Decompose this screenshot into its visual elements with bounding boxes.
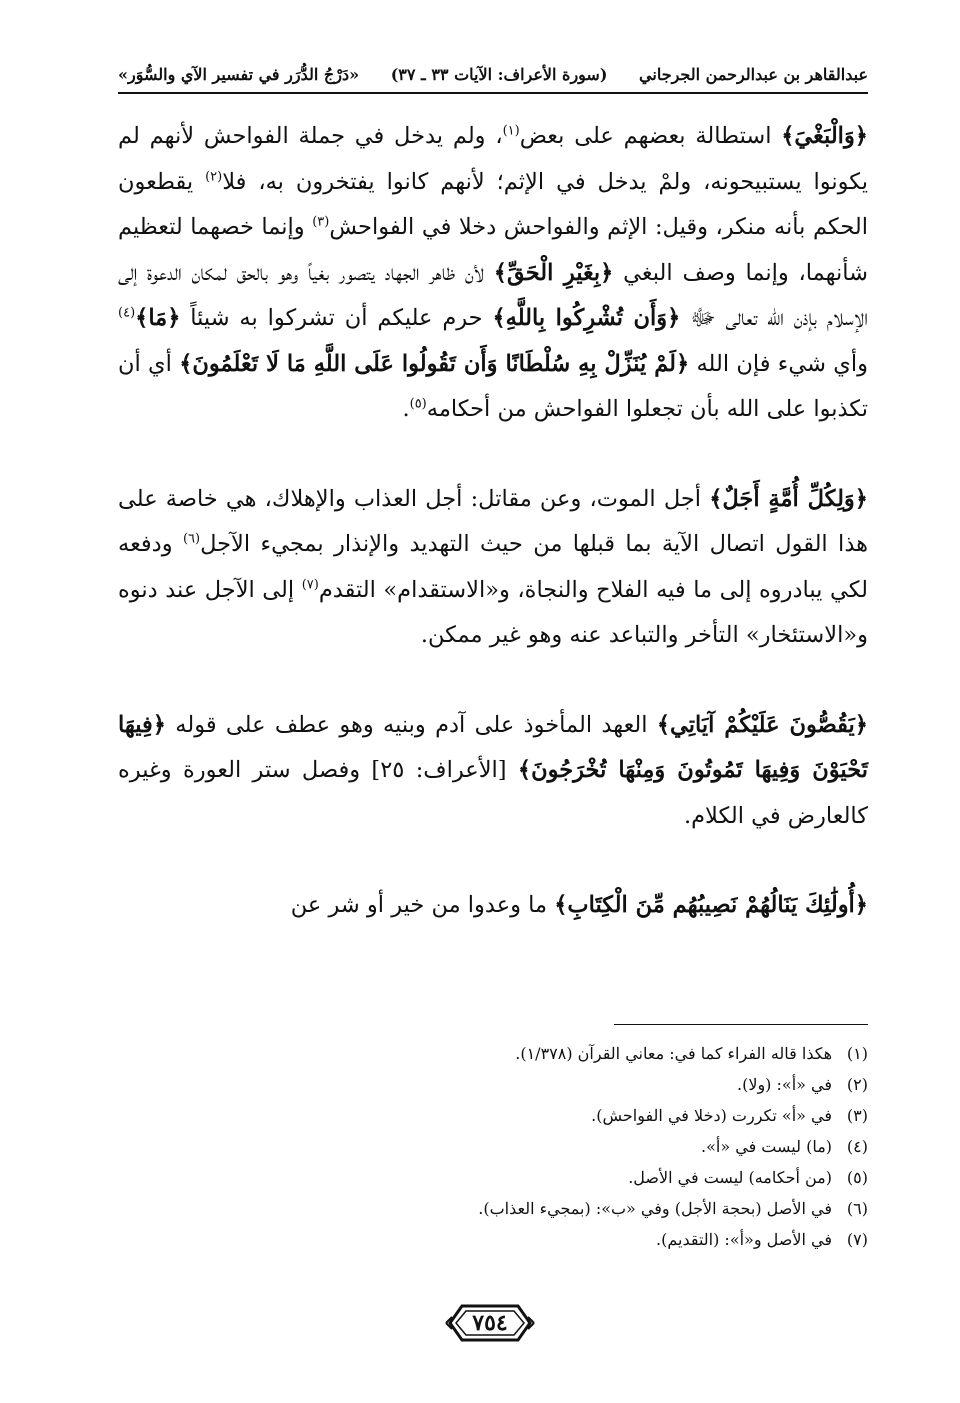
header-section: (سورة الأعراف: الآيات ٣٣ ـ ٣٧) xyxy=(390,64,608,84)
quran-verse: ﴿يَقُصُّونَ عَلَيْكُمْ آيَاتِي﴾ xyxy=(656,711,868,738)
footnote xyxy=(340,1131,868,1162)
header-rule xyxy=(118,92,868,94)
footnote-ref: (٧) xyxy=(301,577,319,592)
page-number-ornament xyxy=(444,1300,536,1346)
paragraph-gap xyxy=(118,839,868,883)
paragraph xyxy=(118,114,868,433)
footnote-text: في الأصل (بحجة الأجل) وفي «ب»: (بمجيء العذاب). xyxy=(478,1199,832,1218)
paragraph xyxy=(118,477,868,659)
footnote-ref: (٣) xyxy=(312,214,330,230)
commentary-text: أجل الموت، وعن مقاتل: أجل العذاب والإهلاك، هي خاصة على هذا القول اتصال الآية بما قبلها من حيث التهديد والإنذار بمجيء الآجل xyxy=(118,485,868,557)
footnote-ref: (٢) xyxy=(205,169,223,184)
footnote-number: (٧) xyxy=(846,1230,868,1249)
quran-verse: ﴿أُولَٰئِكَ يَنَالُهُمْ نَصِيبُهُم مِّنَ الْكِتَابِ﴾ xyxy=(554,892,868,918)
footnote-number: (١) xyxy=(846,1044,868,1063)
footnote-number: (٦) xyxy=(846,1199,868,1218)
footnote-text: في «أ» تكررت (دخلا في الفواحش). xyxy=(591,1106,832,1125)
commentary-text: وأي شيء فإن الله xyxy=(689,350,868,377)
commentary-text: استطالة بعضهم على بعض xyxy=(519,123,782,149)
footnote-ref: (١) xyxy=(502,123,520,139)
quran-verse: ﴿لَمْ يُنَزِّلْ بِهِ سُلْطَانًا وَأَن تَقُولُوا عَلَى اللَّهِ مَا لَا تَعْلَمُونَ﴾ xyxy=(179,350,690,377)
commentary-text: ودفعه لكي يبادروه إلى ما فيه الفلاح والنجاة، و«الاستقدام» التقدم xyxy=(118,531,868,603)
quran-verse: ﴿وَالْبَغْيَ﴾ xyxy=(781,123,868,149)
footnote-text: في الأصل و«أ»: (التقديم). xyxy=(656,1230,832,1249)
footnote-ref: (٥) xyxy=(409,396,427,412)
footnote-separator xyxy=(614,1024,868,1025)
header-author: عبدالقاهر بن عبدالرحمن الجرجاني xyxy=(639,64,868,84)
paragraph-gap xyxy=(118,433,868,477)
footnote-number: (٣) xyxy=(846,1106,868,1125)
footnotes xyxy=(340,1038,868,1255)
footnote xyxy=(340,1100,868,1131)
footnote-number: (٤) xyxy=(846,1137,868,1156)
quran-verse: ﴿وَلِكُلِّ أُمَّةٍ أَجَلٌ﴾ xyxy=(709,485,868,512)
main-text xyxy=(118,114,868,929)
footnote-text: هكذا قاله الفراء كما في: معاني القرآن (١/٣٧٨). xyxy=(515,1044,832,1063)
commentary-text: ما وعدوا من خير أو شر عن xyxy=(290,892,555,918)
quran-verse: ﴿مَا﴾ xyxy=(135,305,181,331)
footnote xyxy=(340,1224,868,1255)
quran-verse: ﴿فِيهَا تَحْيَوْنَ وَفِيهَا تَمُوتُونَ وَمِنْهَا تُخْرَجُونَ﴾ xyxy=(118,711,868,783)
footnote-number: (٥) xyxy=(846,1168,868,1187)
running-header xyxy=(118,58,868,90)
footnote xyxy=(340,1038,868,1069)
footnote-number: (٢) xyxy=(846,1075,868,1094)
footnote-text: (من أحكامه) ليست في الأصل. xyxy=(628,1168,832,1187)
footnote-text: (ما) ليست في «أ». xyxy=(701,1137,832,1156)
commentary-text: وإنما خصهما لتعظيم شأنهما، وإنما وصف البغي xyxy=(118,214,868,286)
page-number: ٧٥٤ xyxy=(472,1310,508,1336)
quran-verse: ﴿بِغَيْرِ الْحَقِّ﴾ xyxy=(493,259,614,286)
footnote xyxy=(340,1162,868,1193)
commentary-text: [الأعراف: ٢٥] وفصل ستر العورة وغيره كالعارض في الكلام. xyxy=(118,757,868,829)
footnote xyxy=(340,1193,868,1224)
footnote xyxy=(340,1069,868,1100)
paragraph-gap xyxy=(118,659,868,703)
header-book-title: «دَرْجُ الدُّرَر في تفسير الآي والسُّوَر» xyxy=(118,64,360,84)
paragraph xyxy=(118,703,868,840)
commentary-text: يقطعون الحكم بأنه منكر، وقيل: الإثم والفواحش دخلا في الفواحش xyxy=(118,168,868,240)
commentary-text: لأن ظاهر الجهاد يتصور بغياً وهو بالحق لمكان الدعوة إلى الإسلام بإذن الله تعالى ﷻ xyxy=(118,259,869,331)
commentary-text: العهد المأخوذ على آدم وبنيه وهو عطف على قوله xyxy=(165,711,657,738)
paragraph xyxy=(118,883,868,929)
commentary-text: حرم عليكم أن تشركوا به شيئاً xyxy=(180,305,493,331)
footnote-ref: (٤) xyxy=(118,305,136,321)
commentary-text: أي أن تكذبوا على الله بأن تجعلوا الفواحش من أحكامه xyxy=(118,350,868,422)
footnote-text: في «أ»: (ولا). xyxy=(737,1075,832,1094)
footnote-ref: (٦) xyxy=(182,531,201,547)
quran-verse: ﴿وَأَن تُشْرِكُوا بِاللَّهِ﴾ xyxy=(492,305,681,331)
commentary-text: إلى الآجل عند دنوه و«الاستئخار» التأخر والتباعد عنه وهو غير ممكن. xyxy=(118,576,868,648)
commentary-text: ، ولم يدخل في جملة الفواحش لأنهم لم يكونوا يستبيحونه، ولمْ يدخل في الإثم؛ لأنهم كانوا يفتخرون به، فلا xyxy=(118,123,868,195)
commentary-text: . xyxy=(402,396,410,422)
